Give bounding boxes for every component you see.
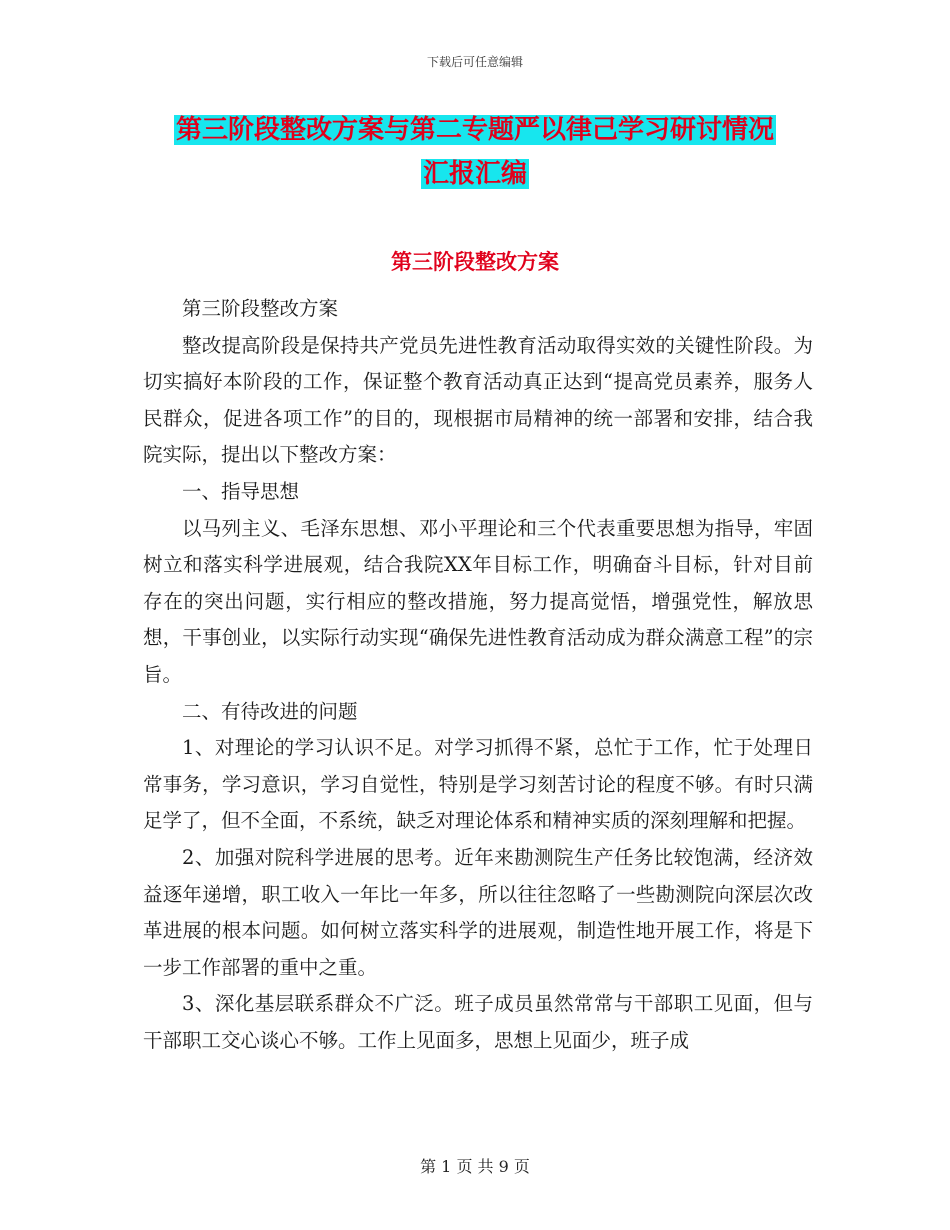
paragraph: 3、深化基层联系群众不广泛。班子成员虽然常常与干部职工见面，但与干部职工交心谈心不够。工作上见面多，思想上见面少，班子成 xyxy=(143,992,813,1052)
paragraph: 以马列主义、毛泽东思想、邓小平理论和三个代表重要思想为指导，牢固树立和落实科学进展观，结合我院XX年目标工作，明确奋斗目标，针对目前存在的突出问题，实行相应的整改措施，努力提高觉悟，增强党性，解放思想，干事创业，以实际行动实现“确保先进性教育活动成为群众满意工程”的宗旨。 xyxy=(143,516,813,686)
document-title xyxy=(0,108,950,196)
header-note: 下载后可任意编辑 xyxy=(426,55,523,69)
page-footer: 第 1 页 共 9 页 xyxy=(420,1157,530,1176)
paragraph: 整改提高阶段是保持共产党员先进性教育活动取得实效的关键性阶段。为切实搞好本阶段的工作，保证整个教育活动真正达到“提高党员素养，服务人民群众，促进各项工作”的目的，现根据市局精神的统一部署和安排，结合我院实际，提出以下整改方案： xyxy=(143,333,813,467)
section-title: 第三阶段整改方案 xyxy=(391,250,559,274)
paragraph: 第三阶段整改方案 xyxy=(182,297,339,320)
title-line-2: 汇报汇编 xyxy=(422,159,527,189)
paragraph: 一、指导思想 xyxy=(182,479,300,503)
document-body xyxy=(143,291,813,1059)
paragraph: 2、加强对院科学进展的思考。近年来勘测院生产任务比较饱满，经济效益逐年递增，职工收入一年比一年多，所以往往忽略了一些勘测院向深层次改革进展的根本问题。如何树立落实科学的进展观，制造性地开展工作，将是下一步工作部署的重中之重。 xyxy=(143,845,813,979)
paragraph: 二、有待改进的问题 xyxy=(182,699,358,723)
paragraph: 1、对理论的学习认识不足。对学习抓得不紧，总忙于工作，忙于处理日常事务，学习意识，学习自觉性，特别是学习刻苦讨论的程度不够。有时只满足学了，但不全面，不系统，缺乏对理论体系和精神实质的深刻理解和把握。 xyxy=(143,736,813,833)
title-line-1: 第三阶段整改方案与第二专题严以律己学习研讨情况 xyxy=(175,115,774,145)
